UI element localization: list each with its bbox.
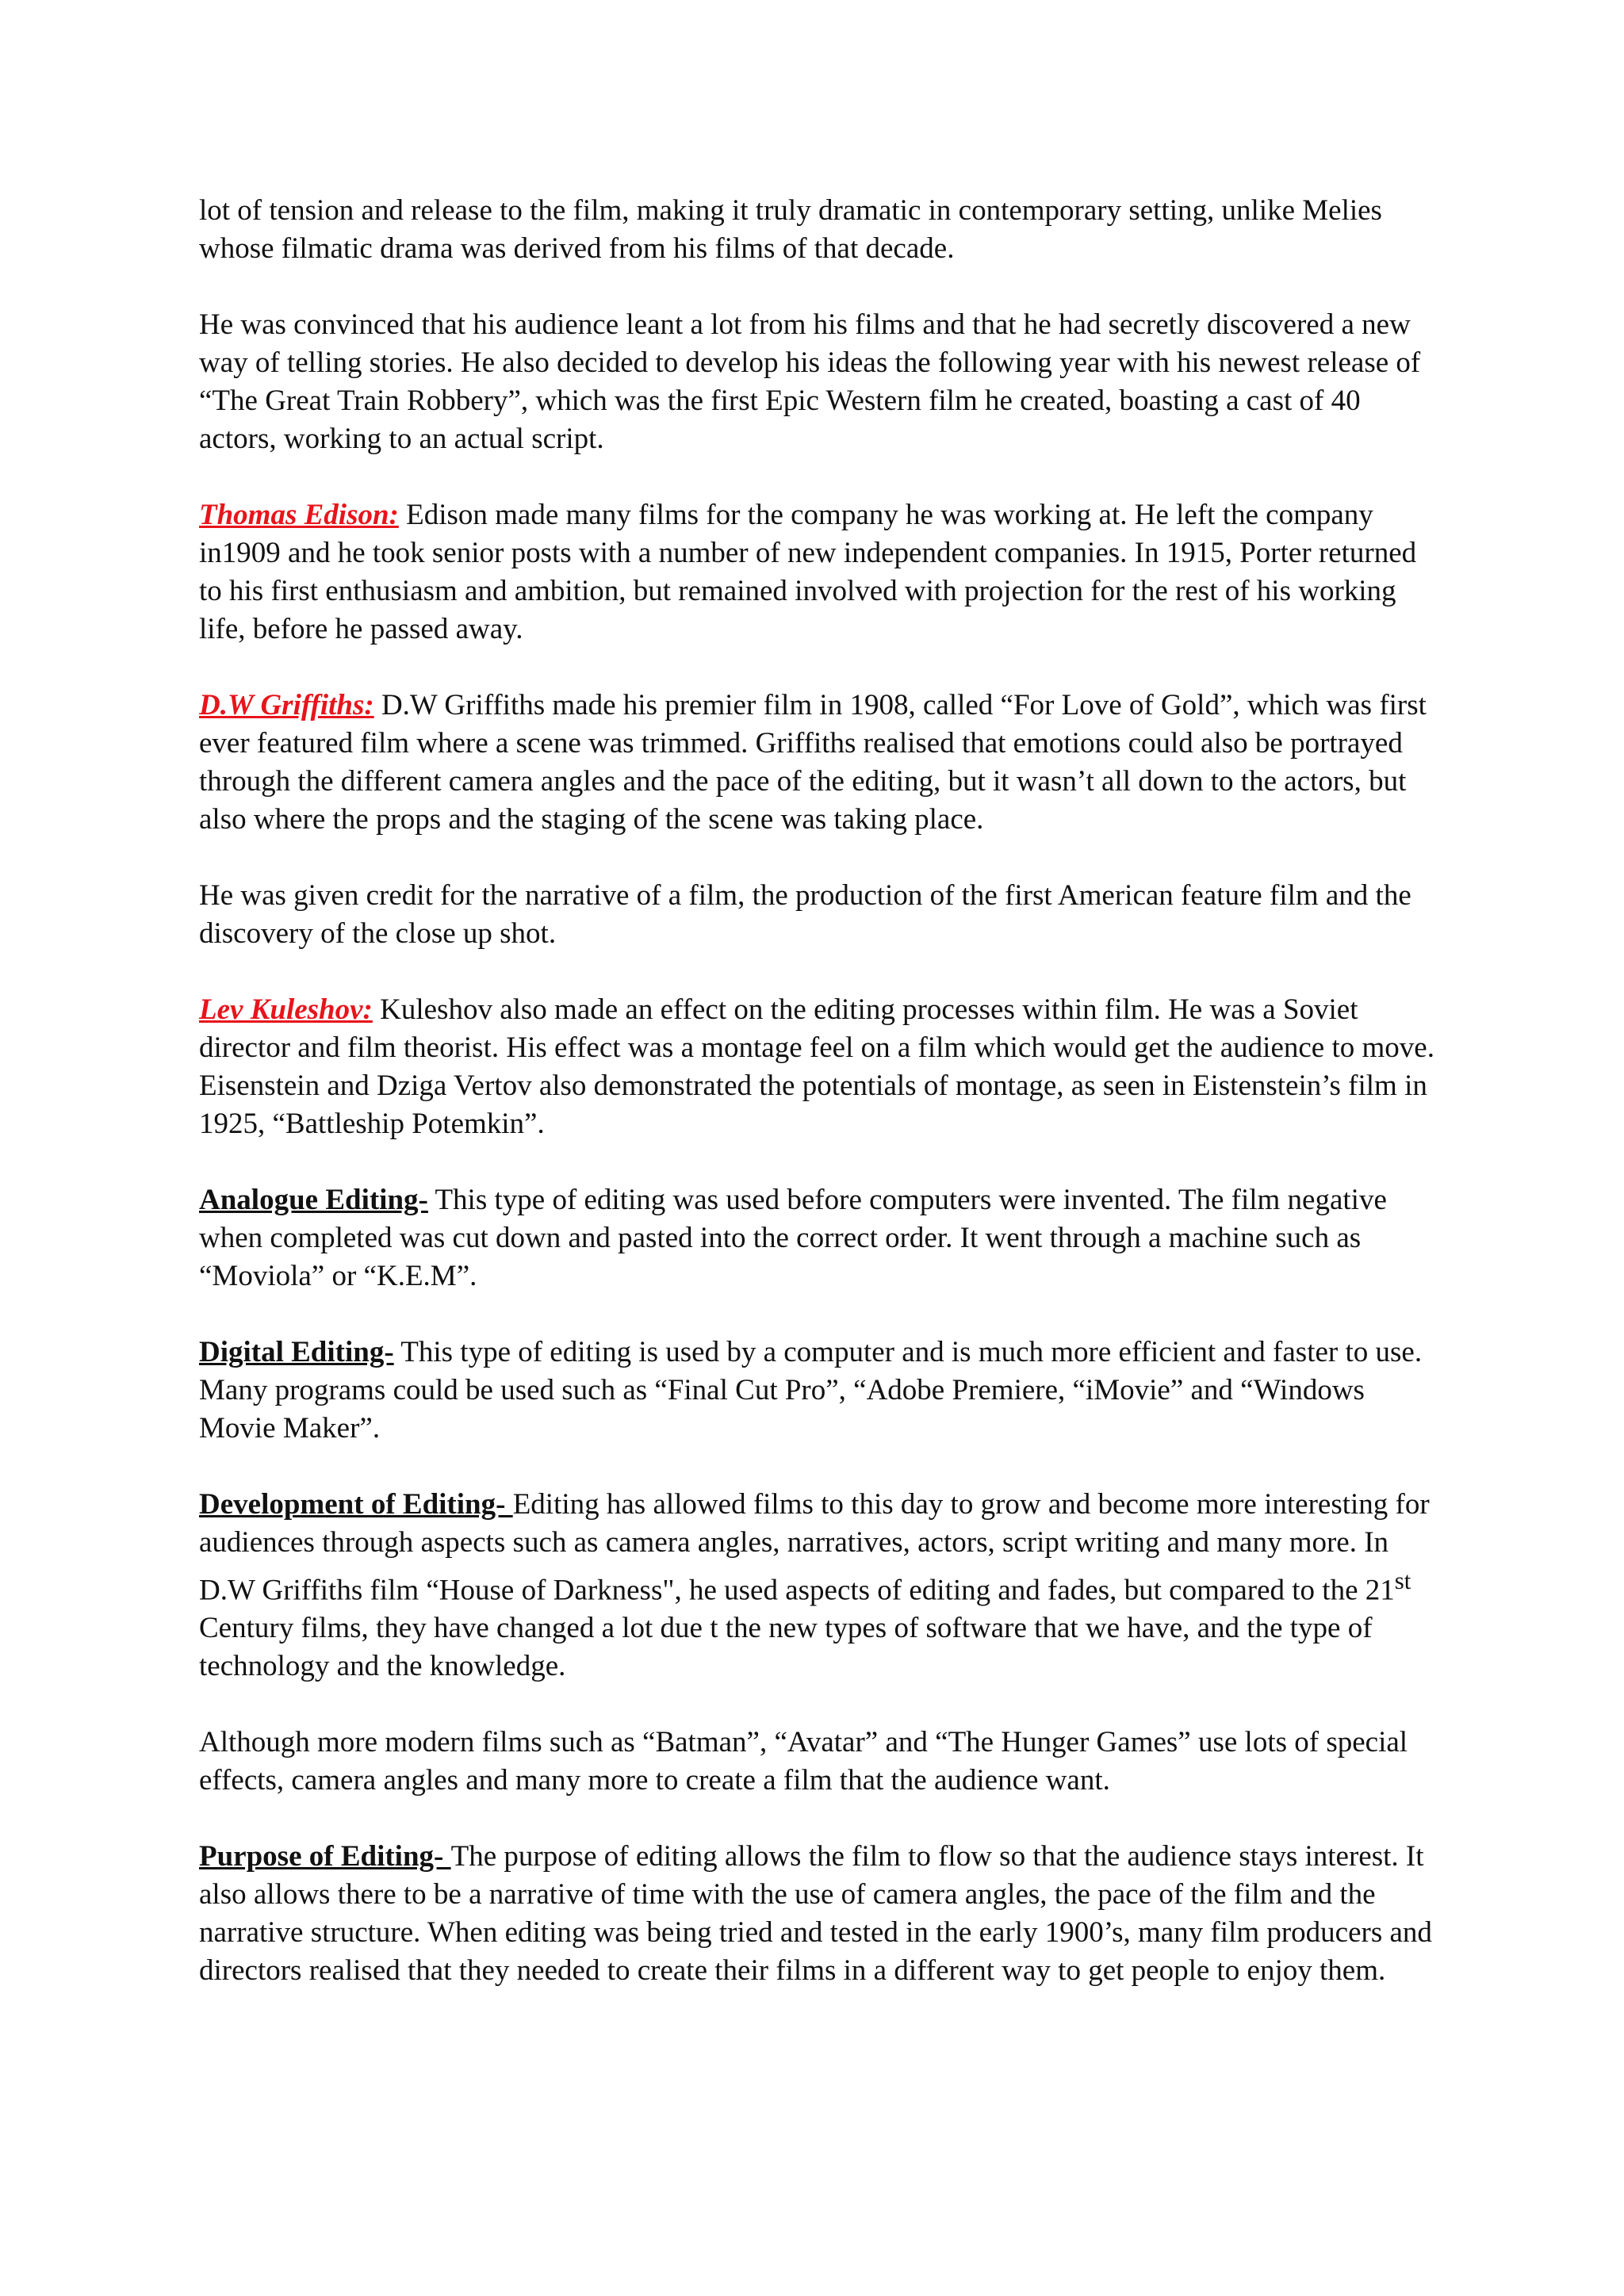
- heading-purpose-of-editing: Purpose of Editing-: [199, 1840, 451, 1873]
- document-page: [199, 192, 1436, 2028]
- heading-analogue-editing: Analogue Editing-: [199, 1184, 428, 1216]
- paragraph-modern-films-text: Although more modern films such as “Batman”, “Avatar” and “The Hunger Games” use lots of special effects, camera angles and many more to create a film that the audience want.: [199, 1726, 1408, 1797]
- section-development-text-a: Editing has allowed films to this day to grow and become more interesting for audiences through aspects such as camera angles, narratives, actors, script writing and many more. In D.W Griffiths film “House of Darkness", he used aspects of editing and fades, but compared to the 21: [199, 1488, 1430, 1607]
- section-development-text-b: Century films, they have changed a lot due t the new types of software that we have, and the type of technology and the knowledge.: [199, 1612, 1373, 1683]
- section-thomas-edison: [199, 496, 1436, 649]
- paragraph-modern-films: [199, 1724, 1436, 1800]
- paragraph-audience-text: He was convinced that his audience leant a lot from his films and that he had secretly discovered a new way of telling stories. He also decided to develop his ideas the following year with his newest release of “The Great Train Robbery”, which was the first Epic Western film he created, boasting a cast of 40 actors, working to an actual script.: [199, 308, 1421, 455]
- paragraph-audience: [199, 306, 1436, 458]
- section-analogue-editing-text: This type of editing was used before computers were invented. The film negative when completed was cut down and pasted into the correct order. It went through a machine such as “Moviola” or “K.E.M”.: [199, 1184, 1387, 1292]
- section-development-of-editing: [199, 1486, 1436, 1686]
- paragraph-credit-text: He was given credit for the narrative of a film, the production of the first American feature film and the discovery of the close up shot.: [199, 879, 1411, 950]
- heading-digital-editing: Digital Editing-: [199, 1336, 394, 1368]
- heading-thomas-edison: Thomas Edison:: [199, 499, 399, 531]
- section-purpose-of-editing: [199, 1838, 1436, 1990]
- section-lev-kuleshov: [199, 991, 1436, 1143]
- section-purpose-text: The purpose of editing allows the film to flow so that the audience stays interest. It also allows there to be a narrative of time with the use of camera angles, the pace of the film and the narrative structure. When editing was being tried and tested in the early 1900’s, many film producers and directors realised that they needed to create their films in a different way to get people to enjoy them.: [199, 1840, 1432, 1988]
- section-dw-griffiths: [199, 687, 1436, 839]
- paragraph-credit: [199, 877, 1436, 953]
- heading-dw-griffiths: D.W Griffiths:: [199, 689, 374, 721]
- heading-lev-kuleshov: Lev Kuleshov:: [199, 993, 373, 1026]
- section-digital-editing: [199, 1334, 1436, 1448]
- superscript-st: st: [1394, 1567, 1411, 1594]
- section-digital-editing-text: This type of editing is used by a computer and is much more efficient and faster to use. Many programs could be used such as “Final Cut Pro”, “Adobe Premiere, “iMovie” and “Windows Movie Maker”.: [199, 1336, 1423, 1445]
- paragraph-tension-text: lot of tension and release to the film, making it truly dramatic in contemporary setting, unlike Melies whose filmatic drama was derived from his films of that decade.: [199, 194, 1382, 265]
- section-analogue-editing: [199, 1181, 1436, 1295]
- paragraph-tension: [199, 192, 1436, 268]
- section-dw-griffiths-text: D.W Griffiths made his premier film in 1908, called “For Love of Gold”, which was first ever featured film where a scene was trimmed. Griffiths realised that emotions could also be portrayed through the different camera angles and the pace of the editing, but it wasn’t all down to the actors, but also where the props and the staging of the scene was taking place.: [199, 689, 1427, 836]
- heading-development-of-editing: Development of Editing-: [199, 1488, 513, 1521]
- section-lev-kuleshov-text: Kuleshov also made an effect on the editing processes within film. He was a Soviet director and film theorist. His effect was a montage feel on a film which would get the audience to move. Eisenstein and Dziga Vertov also demonstrated the potentials of montage, as seen in Eistenstein’s film in 1925, “Battleship Potemkin”.: [199, 993, 1434, 1140]
- section-thomas-edison-text: Edison made many films for the company he was working at. He left the company in1909 and he took senior posts with a number of new independent companies. In 1915, Porter returned to his first enthusiasm and ambition, but remained involved with projection for the rest of his working life, before he passed away.: [199, 499, 1417, 645]
